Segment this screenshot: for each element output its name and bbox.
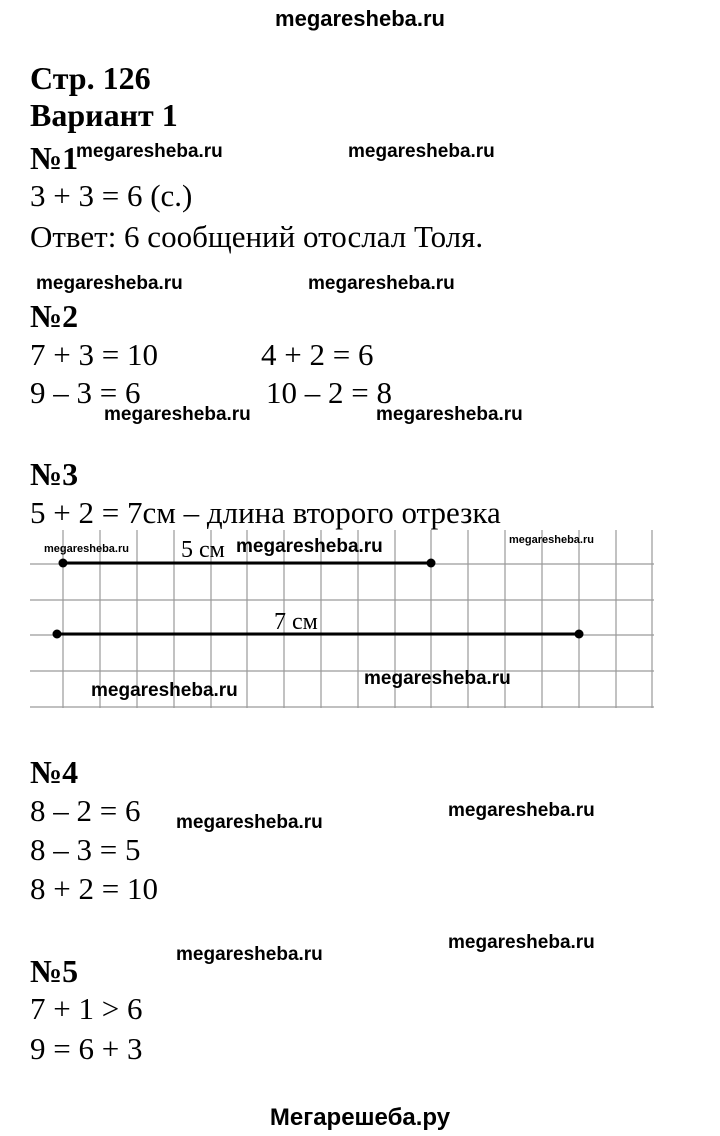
task2-equation-4: 10 – 2 = 8 bbox=[266, 375, 392, 410]
watermark: megaresheba.ru bbox=[236, 536, 383, 557]
watermark: megaresheba.ru bbox=[76, 141, 223, 162]
site-footer: Мегарешеба.ру bbox=[269, 1104, 451, 1131]
watermark: megaresheba.ru bbox=[308, 273, 455, 294]
watermark: megaresheba.ru bbox=[509, 534, 594, 546]
segment-5cm-label: 5 см bbox=[181, 537, 225, 563]
watermark: megaresheba.ru bbox=[104, 404, 251, 425]
watermark: megaresheba.ru bbox=[44, 543, 129, 555]
task5-label: №5 bbox=[30, 953, 79, 989]
variant-title: Вариант 1 bbox=[30, 97, 178, 133]
segment-5cm-end-point bbox=[427, 559, 436, 568]
segments bbox=[57, 563, 579, 634]
task5-comparison-2: 9 = 6 + 3 bbox=[30, 1031, 143, 1066]
task4-equation-1: 8 – 2 = 6 bbox=[30, 793, 141, 828]
task3-label: №3 bbox=[30, 456, 79, 492]
task5-comparison-1: 7 + 1 > 6 bbox=[30, 991, 143, 1026]
watermark: megaresheba.ru bbox=[348, 141, 495, 162]
site-header: megaresheba.ru bbox=[275, 6, 445, 31]
segment-7cm-end-point bbox=[575, 630, 584, 639]
task4-equation-2: 8 – 3 = 5 bbox=[30, 832, 141, 867]
task2-equation-3: 9 – 3 = 6 bbox=[30, 375, 141, 410]
task3-solution: 5 + 2 = 7см – длина второго отрезка bbox=[30, 495, 501, 530]
page-title: Стр. 126 bbox=[30, 60, 151, 96]
watermark: megaresheba.ru bbox=[448, 800, 595, 821]
task2-label: №2 bbox=[30, 298, 79, 334]
watermark: megaresheba.ru bbox=[176, 944, 323, 965]
task4-label: №4 bbox=[30, 754, 79, 790]
task4-equation-3: 8 + 2 = 10 bbox=[30, 871, 158, 906]
task2-equation-1: 7 + 3 = 10 bbox=[30, 337, 158, 372]
task2-equation-2: 4 + 2 = 6 bbox=[261, 337, 374, 372]
segment-5cm-start-point bbox=[59, 559, 68, 568]
watermark: megaresheba.ru bbox=[448, 932, 595, 953]
segment-7cm-start-point bbox=[53, 630, 62, 639]
watermark: megaresheba.ru bbox=[36, 273, 183, 294]
task1-label: №1 bbox=[30, 140, 79, 176]
watermark: megaresheba.ru bbox=[376, 404, 523, 425]
watermark: megaresheba.ru bbox=[176, 812, 323, 833]
watermark: megaresheba.ru bbox=[364, 668, 511, 689]
task1-answer: Ответ: 6 сообщений отослал Толя. bbox=[30, 219, 484, 254]
segment-7cm-label: 7 см bbox=[274, 609, 318, 635]
watermark: megaresheba.ru bbox=[91, 680, 238, 701]
task1-solution: 3 + 3 = 6 (с.) bbox=[30, 178, 193, 213]
